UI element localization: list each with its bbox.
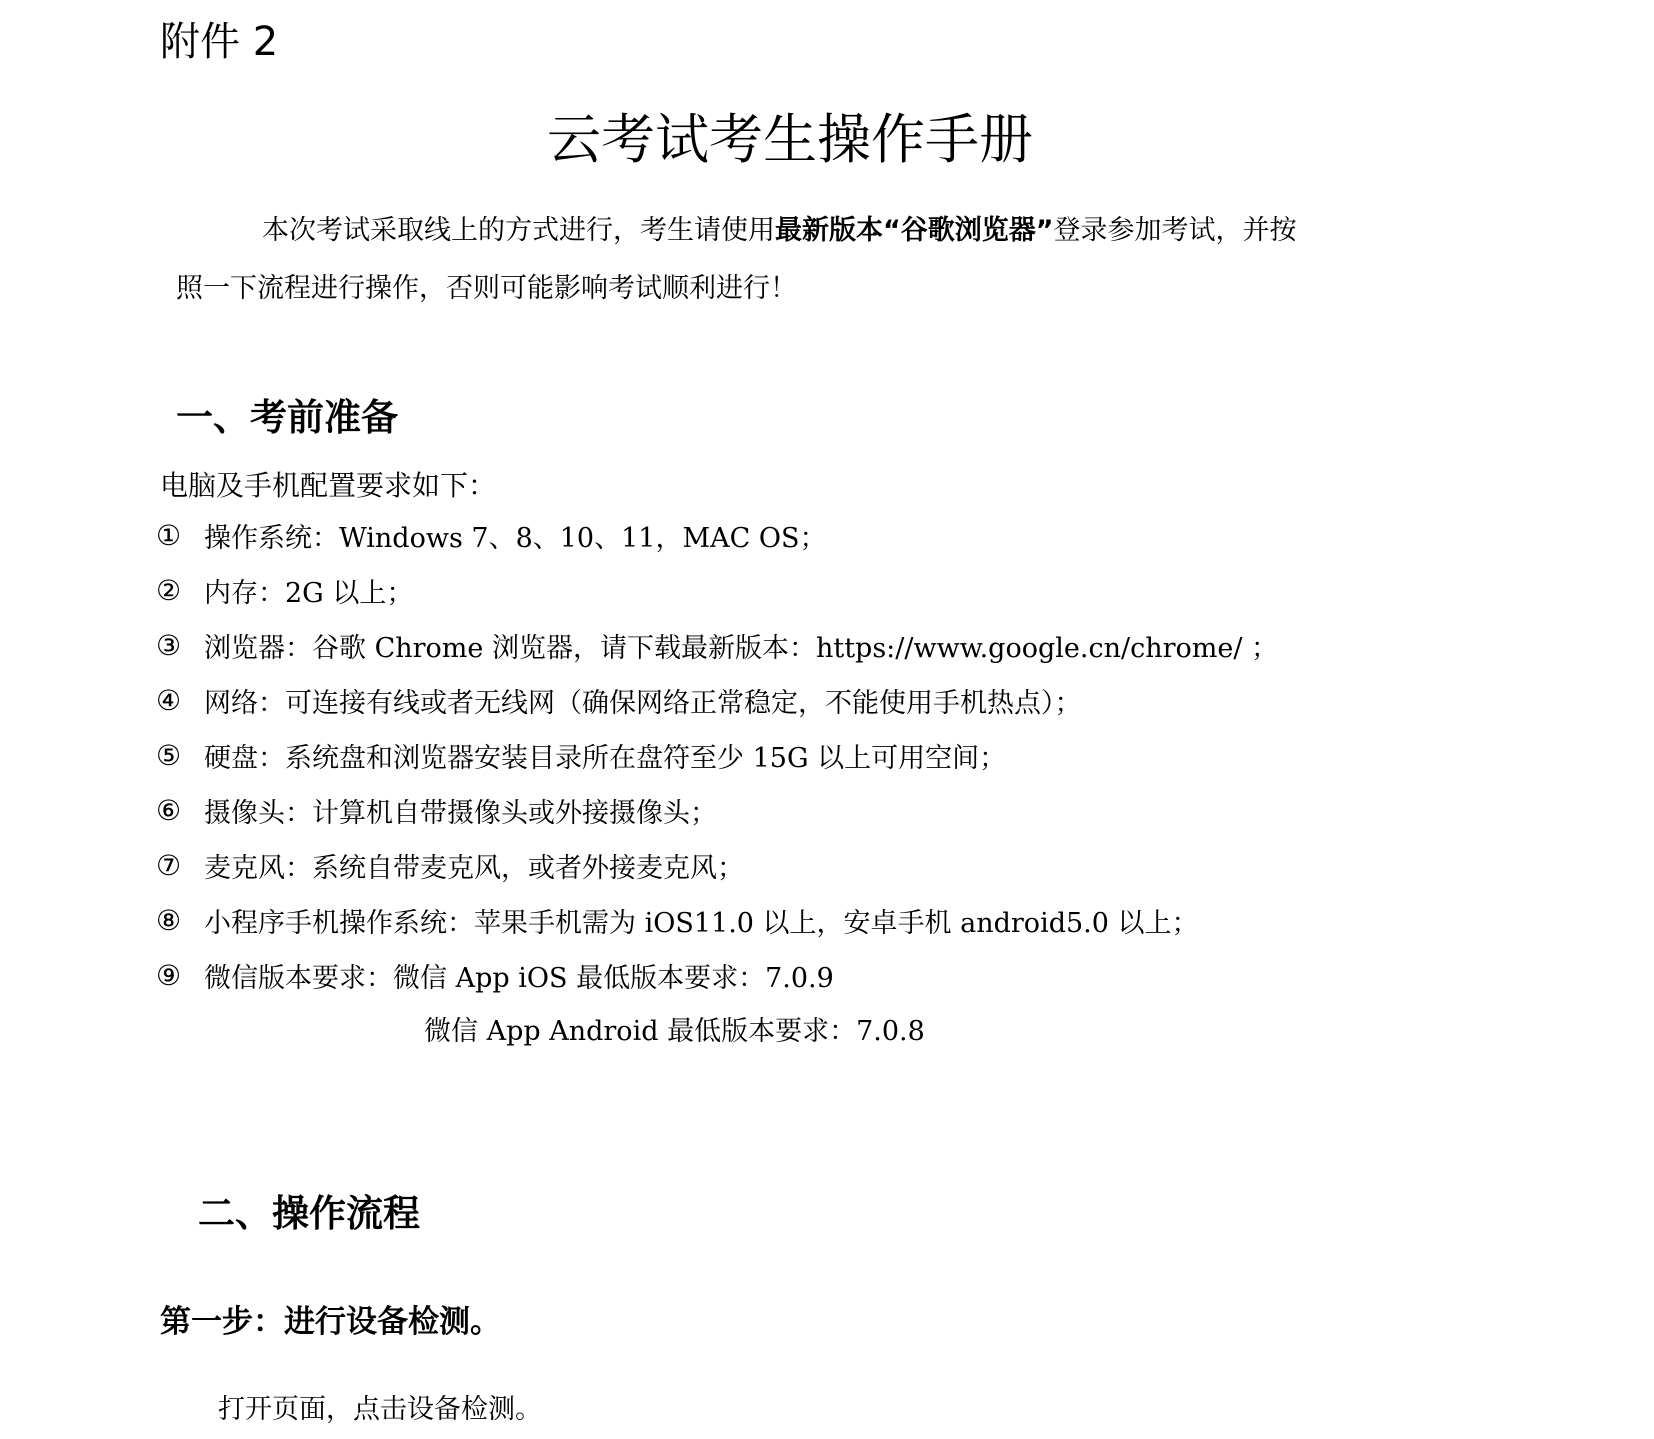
requirement-wechat-android: 微信 App Android 最低版本要求：7.0.8: [424, 1016, 925, 1047]
requirement-disk: [156, 728, 1278, 783]
item-text: 微信版本要求：微信 App iOS 最低版本要求：7.0.9: [204, 963, 834, 994]
item-text: 摄像头：计算机自带摄像头或外接摄像头；: [204, 798, 717, 829]
attachment-label: 附件 2: [160, 19, 279, 65]
item-number: ⑥: [156, 794, 182, 827]
item-number: ③: [156, 629, 182, 662]
intro-paragraph: [176, 202, 1416, 318]
item-text: 小程序手机操作系统：苹果手机需为 iOS11.0 以上，安卓手机 android5.0 以上；: [204, 908, 1199, 939]
requirement-wechat: [156, 948, 1278, 1003]
section-heading-preparation: 一、考前准备: [176, 396, 398, 439]
item-text: 内存：2G 以上；: [204, 578, 414, 609]
item-number: ⑧: [156, 904, 182, 937]
item-text: 麦克风：系统自带麦克风，或者外接麦克风；: [204, 853, 744, 884]
item-text: 网络：可连接有线或者无线网（确保网络正常稳定，不能使用手机热点）；: [204, 688, 1082, 719]
item-text: 浏览器：谷歌 Chrome 浏览器，请下载最新版本：https://www.google.cn/chrome/ ；: [204, 633, 1279, 664]
requirements-list: [156, 508, 1278, 1003]
item-number: ⑨: [156, 959, 182, 992]
intro-text-part2: 登录参加考试，并按: [1053, 215, 1297, 246]
item-text: 操作系统：Windows 7、8、10、11，MAC OS；: [204, 523, 827, 554]
intro-text-part1: 本次考试采取线上的方式进行，考生请使用: [262, 215, 775, 246]
requirement-memory: [156, 563, 1278, 618]
intro-line-2: 照一下流程进行操作，否则可能影响考试顺利进行！: [176, 273, 797, 304]
item-number: ①: [156, 519, 182, 552]
requirements-subtitle: 电脑及手机配置要求如下：: [160, 469, 497, 502]
requirement-microphone: [156, 838, 1278, 893]
item-number: ⑤: [156, 739, 182, 772]
requirement-os: [156, 508, 1278, 563]
item-number: ⑦: [156, 849, 182, 882]
intro-line-1: [176, 202, 1416, 260]
requirement-camera: [156, 783, 1278, 838]
page-title: 云考试考生操作手册: [547, 108, 1033, 171]
item-text: 硬盘：系统盘和浏览器安装目录所在盘符至少 15G 以上可用空间；: [204, 743, 1007, 774]
step-1-description: 打开页面，点击设备检测。: [218, 1394, 542, 1425]
requirement-network: [156, 673, 1278, 728]
section-heading-procedure: 二、操作流程: [198, 1192, 420, 1235]
requirement-mobile-os: [156, 893, 1278, 948]
requirement-browser: [156, 618, 1278, 673]
intro-text-bold: 最新版本“谷歌浏览器”: [775, 215, 1054, 246]
item-number: ④: [156, 684, 182, 717]
step-1-title: 第一步：进行设备检测。: [160, 1304, 501, 1340]
item-number: ②: [156, 574, 182, 607]
